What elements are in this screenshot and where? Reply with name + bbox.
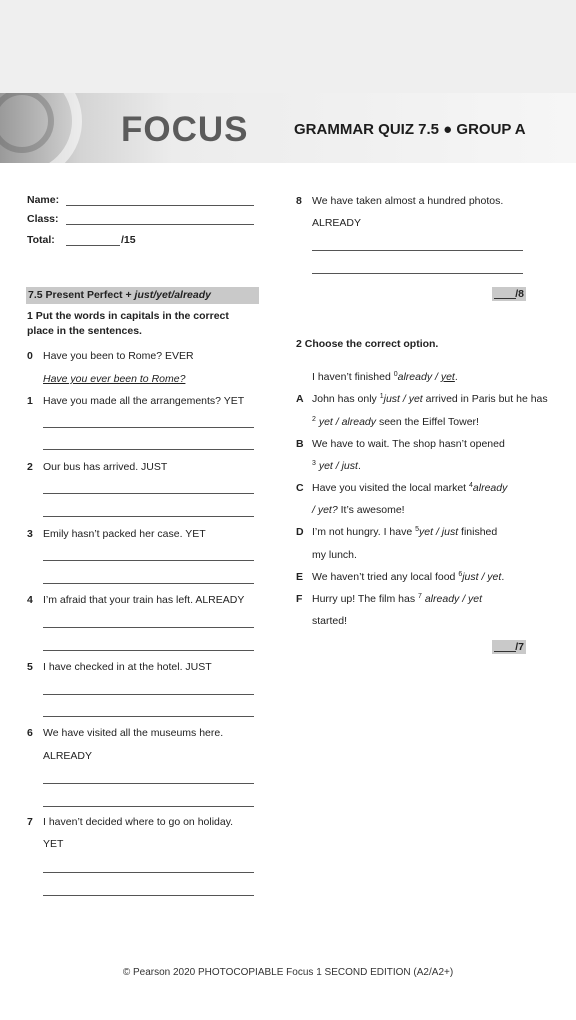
gap-number: 3 xyxy=(312,460,316,467)
text: John has only xyxy=(312,393,380,405)
total-label: Total: xyxy=(27,234,55,246)
exercise2-instruction: 2 Choose the correct option. xyxy=(296,338,439,350)
option[interactable]: / yet? xyxy=(312,504,338,516)
text: . xyxy=(357,460,361,472)
item-e-line1 xyxy=(312,571,504,583)
item-d-line1 xyxy=(312,526,497,538)
item-text: Emily hasn’t packed her case. YET xyxy=(43,528,206,540)
item-a-line2 xyxy=(312,416,479,428)
item-c-line2 xyxy=(312,504,405,516)
class-field[interactable] xyxy=(66,224,254,225)
name-field[interactable] xyxy=(66,205,254,206)
item-number: 4 xyxy=(27,594,33,606)
separator: / xyxy=(432,371,441,383)
item-number: 1 xyxy=(27,395,33,407)
example-sentence xyxy=(312,371,458,383)
item-text: Have you been to Rome? EVER xyxy=(43,350,194,362)
option-pair[interactable]: just / yet xyxy=(462,571,502,583)
item-text: We have visited all the museums here. xyxy=(43,727,224,739)
item-f-line1 xyxy=(312,593,482,605)
section-heading-italic: just/yet/already xyxy=(134,289,211,301)
total-max: /15 xyxy=(121,234,136,246)
option-pair[interactable]: yet / just xyxy=(419,526,459,538)
answer-line[interactable] xyxy=(312,273,523,274)
gap-number: 5 xyxy=(415,526,420,533)
text: finished xyxy=(458,526,498,538)
name-label: Name: xyxy=(27,194,60,206)
item-number: 6 xyxy=(27,727,33,739)
answer-line[interactable] xyxy=(43,872,254,873)
gap-number: 1 xyxy=(379,393,384,400)
item-text: We have taken almost a hundred photos. xyxy=(312,195,504,207)
item-label: D xyxy=(296,526,304,538)
item-text: I haven’t decided where to go on holiday. xyxy=(43,816,234,828)
item-number: 2 xyxy=(27,461,33,473)
gap-number: 2 xyxy=(312,416,316,423)
text: . xyxy=(454,371,458,383)
text: Hurry up! The film has xyxy=(312,593,419,605)
gap-number: 7 xyxy=(418,593,422,600)
gap-number: 4 xyxy=(469,482,473,489)
item-b-line1: We have to wait. The shop hasn’t opened xyxy=(312,438,505,450)
top-margin xyxy=(0,0,576,93)
answer-line[interactable] xyxy=(43,806,254,807)
item-number: 3 xyxy=(27,528,33,540)
item-keyword: ALREADY xyxy=(43,750,93,762)
item-number: 0 xyxy=(27,350,33,362)
text: . xyxy=(501,571,505,583)
item-text: I have checked in at the hotel. JUST xyxy=(43,661,212,673)
focus-logo: FOCUS xyxy=(121,110,249,149)
exercise1-instruction: 1 Put the words in capitals in the correct xyxy=(27,310,229,322)
gap-number: 0 xyxy=(393,371,398,378)
item-number: 5 xyxy=(27,661,33,673)
option-pair[interactable]: yet / just xyxy=(318,460,358,472)
item-b-line2 xyxy=(312,460,361,472)
class-label: Class: xyxy=(27,213,59,225)
item-text: Our bus has arrived. JUST xyxy=(43,461,168,473)
answer-line[interactable] xyxy=(43,516,254,517)
answer-line[interactable] xyxy=(43,783,254,784)
answer-line[interactable] xyxy=(43,650,254,651)
text: Have you visited the local market xyxy=(312,482,469,494)
answer-line[interactable] xyxy=(43,560,254,561)
item-number: 7 xyxy=(27,816,33,828)
exercise1-score xyxy=(492,287,526,301)
exercise2-score xyxy=(492,640,526,654)
exercise1-score-max: /8 xyxy=(515,288,524,300)
answer-line[interactable] xyxy=(43,895,254,896)
option-selected: yet xyxy=(440,371,455,383)
exercise2-score-max: /7 xyxy=(515,641,524,653)
section-heading-prefix: 7.5 Present Perfect + xyxy=(28,289,135,301)
text: seen the Eiffel Tower! xyxy=(376,416,479,428)
option: already xyxy=(397,371,433,383)
answer-line[interactable] xyxy=(43,627,254,628)
item-label: E xyxy=(296,571,304,583)
item-number: 8 xyxy=(296,195,302,207)
item-d-line2: my lunch. xyxy=(312,549,357,561)
text: We haven’t tried any local food xyxy=(312,571,459,583)
option-pair[interactable]: yet / already xyxy=(318,416,377,428)
section-heading xyxy=(26,287,259,304)
item-text: I’m afraid that your train has left. ALREADY xyxy=(43,594,245,606)
item-label: F xyxy=(296,593,303,605)
answer-line[interactable] xyxy=(43,449,254,450)
quiz-title: GRAMMAR QUIZ 7.5 ● GROUP A xyxy=(294,121,526,138)
text: arrived in Paris but he has xyxy=(422,393,548,405)
text: I haven’t finished xyxy=(312,371,394,383)
text: It’s awesome! xyxy=(337,504,405,516)
option[interactable]: already xyxy=(472,482,508,494)
option-pair[interactable]: just / yet xyxy=(383,393,423,405)
total-field[interactable] xyxy=(66,245,120,246)
answer-line[interactable] xyxy=(43,427,254,428)
item-a-line1 xyxy=(312,393,548,405)
item-label: B xyxy=(296,438,304,450)
answer-line[interactable] xyxy=(312,250,523,251)
item-c-line1 xyxy=(312,482,507,494)
item-f-line2: started! xyxy=(312,615,348,627)
text: I’m not hungry. I have xyxy=(312,526,416,538)
exercise1-instruction-2: place in the sentences. xyxy=(27,325,142,337)
item-label: C xyxy=(296,482,304,494)
answer-line[interactable] xyxy=(43,583,254,584)
option-pair[interactable]: already / yet xyxy=(424,593,483,605)
item-text: Have you made all the arrangements? YET xyxy=(43,395,245,407)
item-keyword: ALREADY xyxy=(312,217,362,229)
answer-line[interactable] xyxy=(43,694,254,695)
answer-line[interactable] xyxy=(43,716,254,717)
item-label: A xyxy=(296,393,304,405)
item-keyword: YET xyxy=(43,838,64,850)
answer-line[interactable] xyxy=(43,493,254,494)
footer: © Pearson 2020 PHOTOCOPIABLE Focus 1 SECOND EDITION (A2/A2+) xyxy=(122,967,454,978)
gap-number: 6 xyxy=(458,571,463,578)
example-answer: Have you ever been to Rome? xyxy=(43,373,186,385)
